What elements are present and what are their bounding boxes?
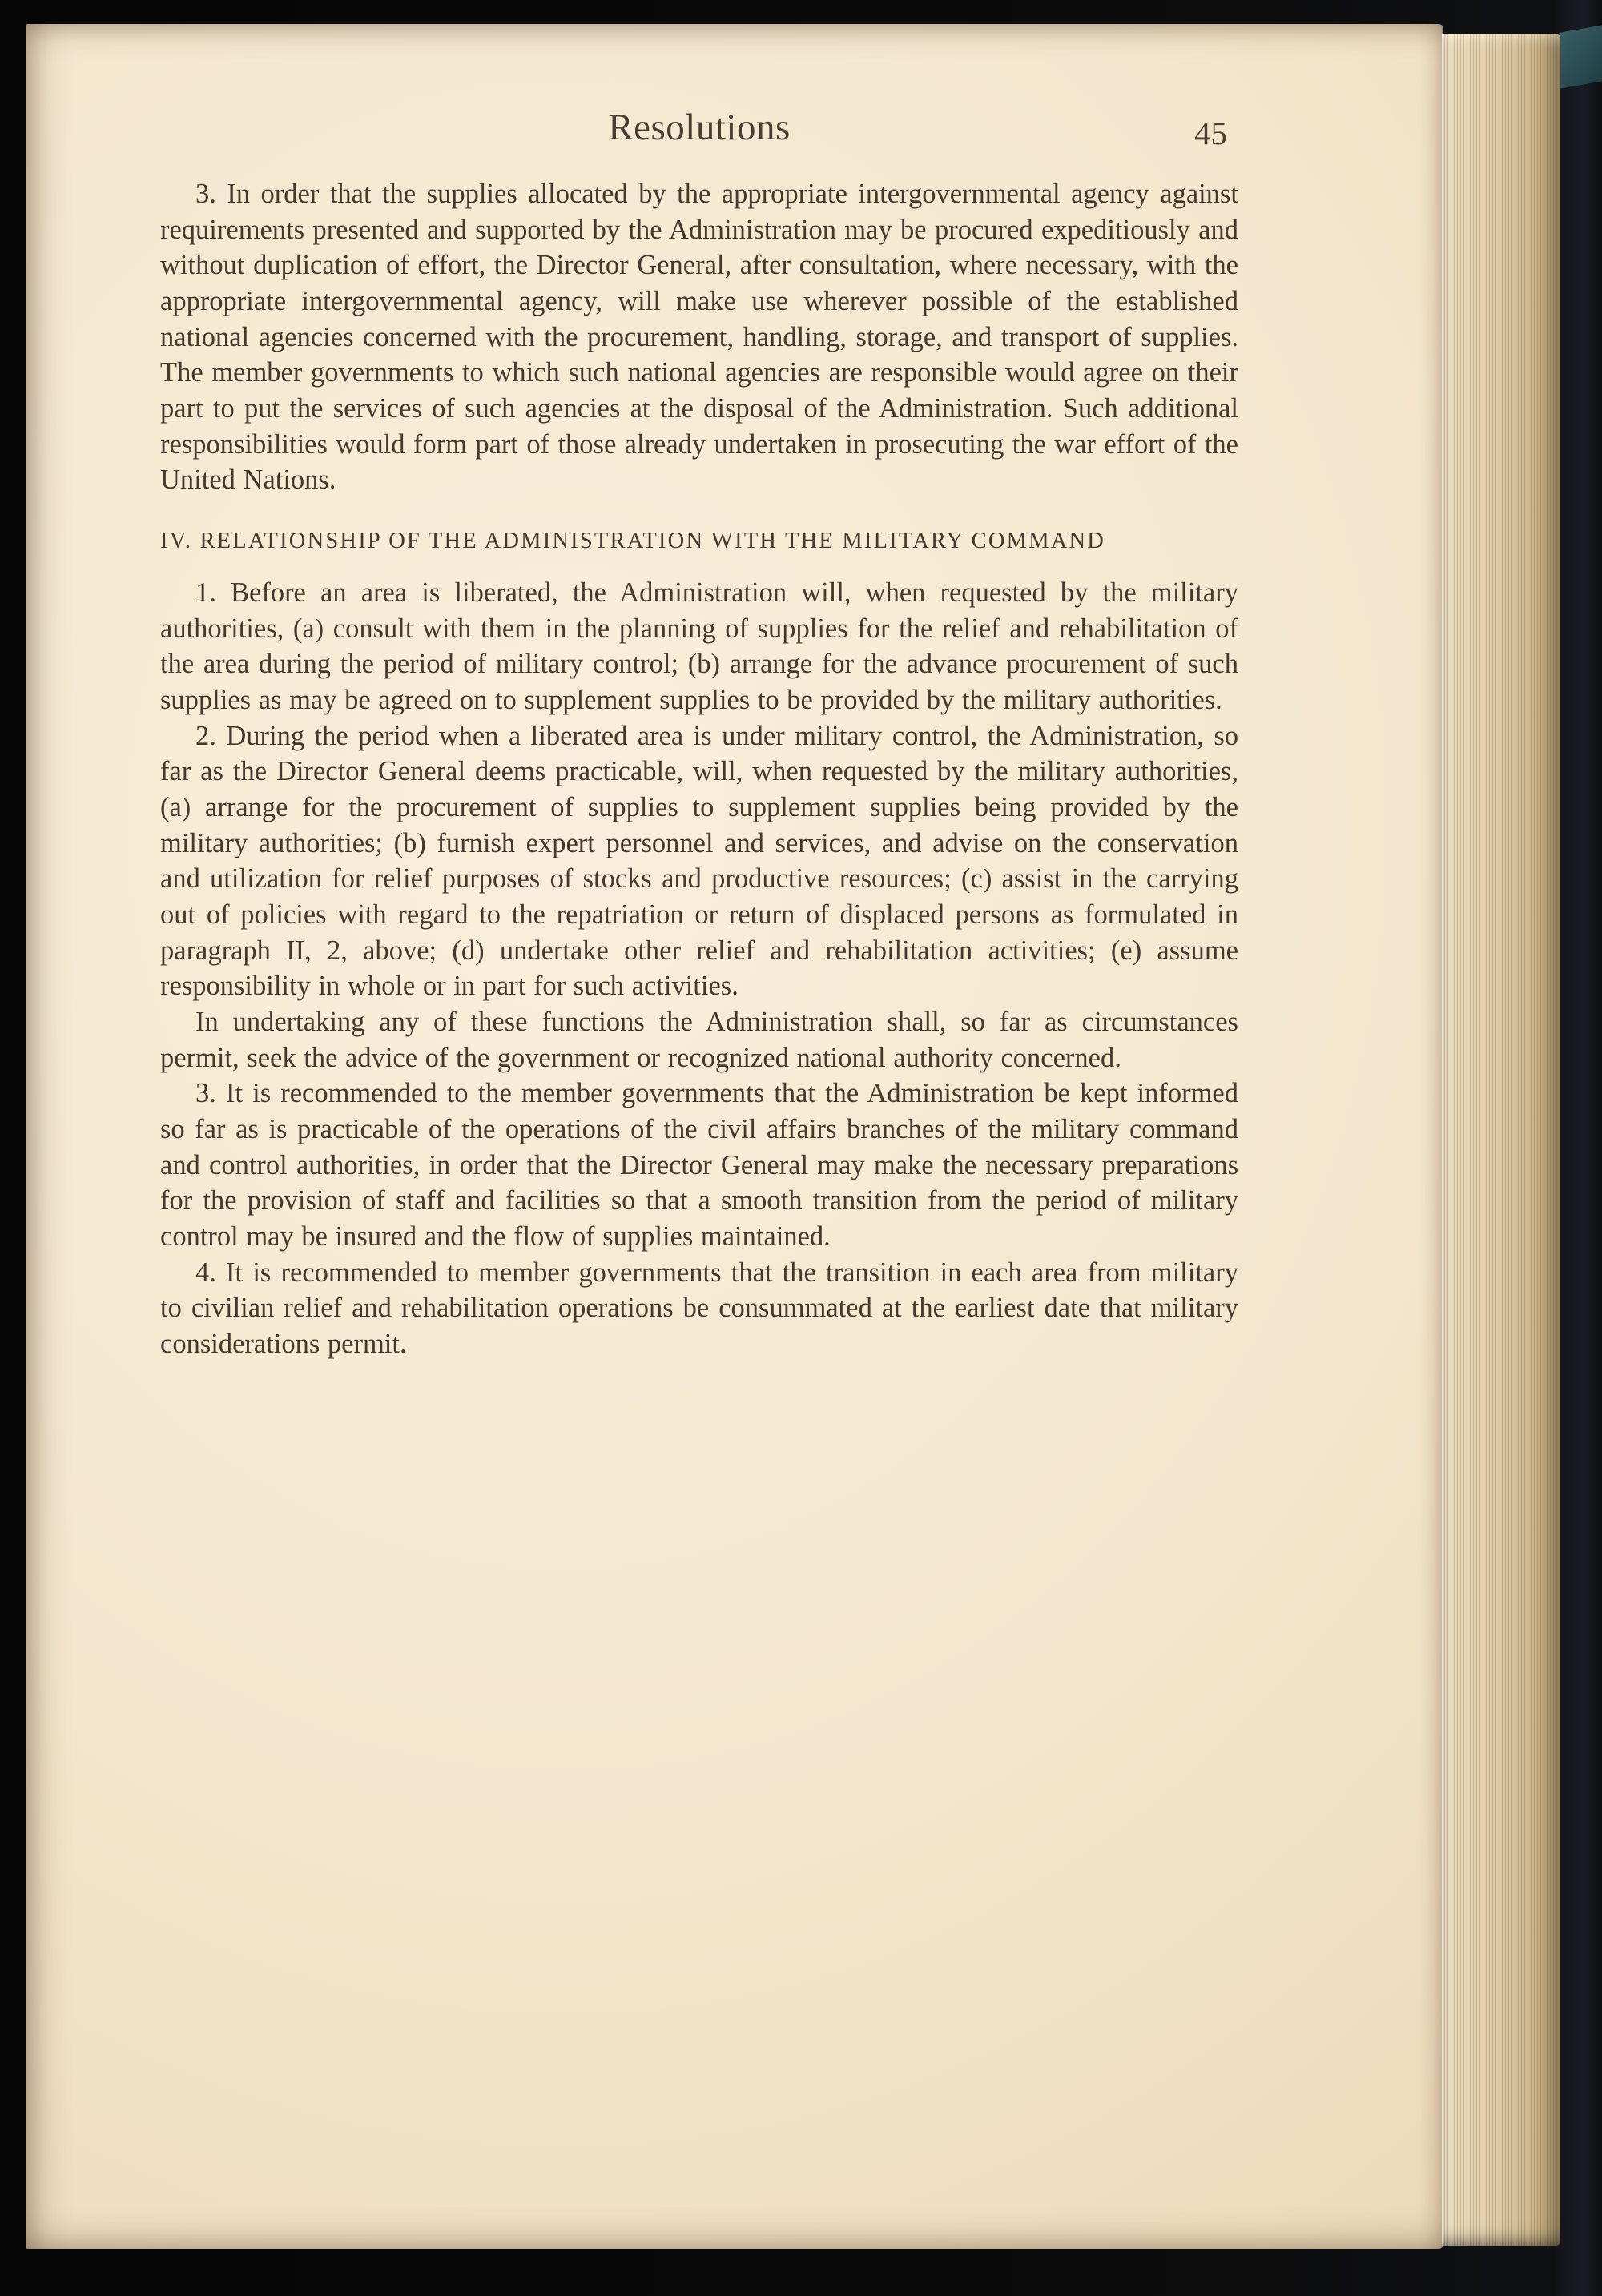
page-number: 45 — [1194, 115, 1227, 151]
paragraph-continuation: In undertaking any of these functions the Administration shall, so far as circumstances permit, seek the advice of the government or recognized national authority concerned. — [160, 1007, 1238, 1073]
book-cover-corner — [1560, 25, 1602, 88]
page-body — [160, 176, 1238, 1362]
paragraph-2: 2. During the period when a liberated area is under military control, the Administration, so far as the Director General deems practicable, will, when requested by the military authorities, (a) arrange for the procurement of supplies to supplement supplies being provided by the military authorities; (b) furnish expert personnel and services, and advise on the conservation and utilization for relief purposes of stocks and productive resources; (c) assist in the carrying out of policies with regard to the repatriation or return of displaced persons as formulated in paragraph II, 2, above; (d) undertake other relief and rehabilitation activities; (e) assume responsibility in whole or in part for such activities. — [160, 720, 1238, 1002]
paragraph-intro-3: 3. In order that the supplies allocated by the appropriate intergovernmental agency against requirements presented and supported by the Administration may be procured expeditiously and without duplication of effort, the Director General, after consultation, where necessary, with the appropriate intergovernmental agency, will make use wherever possible of the established national agencies concerned with the procurement, handling, storage, and transport of supplies. The member governments to which such national agencies are responsible would agree on their part to put the services of such agencies at the disposal of the Administration. Such additional responsibilities would form part of those already undertaken in prosecuting the war effort of the United Nations. — [160, 179, 1238, 496]
page-title: Resolutions — [608, 107, 791, 148]
book-page — [26, 24, 1442, 2249]
paragraph-4: 4. It is recommended to member governments that the transition in each area from military to civilian relief and rehabilitation operations be consummated at the earliest date that military considerations permit. — [160, 1257, 1238, 1360]
section-heading-iv: IV. RELATIONSHIP OF THE ADMINISTRATION WITH THE MILITARY COMMAND — [160, 529, 1106, 554]
paragraph-1: 1. Before an area is liberated, the Administration will, when requested by the military authorities, (a) consult with them in the planning of supplies for the relief and rehabilitation of the area during the period of military control; (b) arrange for the advance procurement of such supplies as may be agreed on to supplement supplies to be provided by the military authorities. — [160, 577, 1238, 716]
text-column — [160, 24, 1238, 1362]
page-header — [160, 106, 1238, 163]
book-fore-edge-pages — [1442, 34, 1560, 2246]
paragraph-3: 3. It is recommended to the member governments that the Administration be kept informed so far as is practicable of the operations of the civil affairs branches of the military command and control authorities, in order that the Director General may make the necessary preparations for the provision of staff and facilities so that a smooth transition from the period of military control may be insured and the flow of supplies maintained. — [160, 1078, 1238, 1253]
book-cover-edge — [1556, 0, 1602, 2296]
